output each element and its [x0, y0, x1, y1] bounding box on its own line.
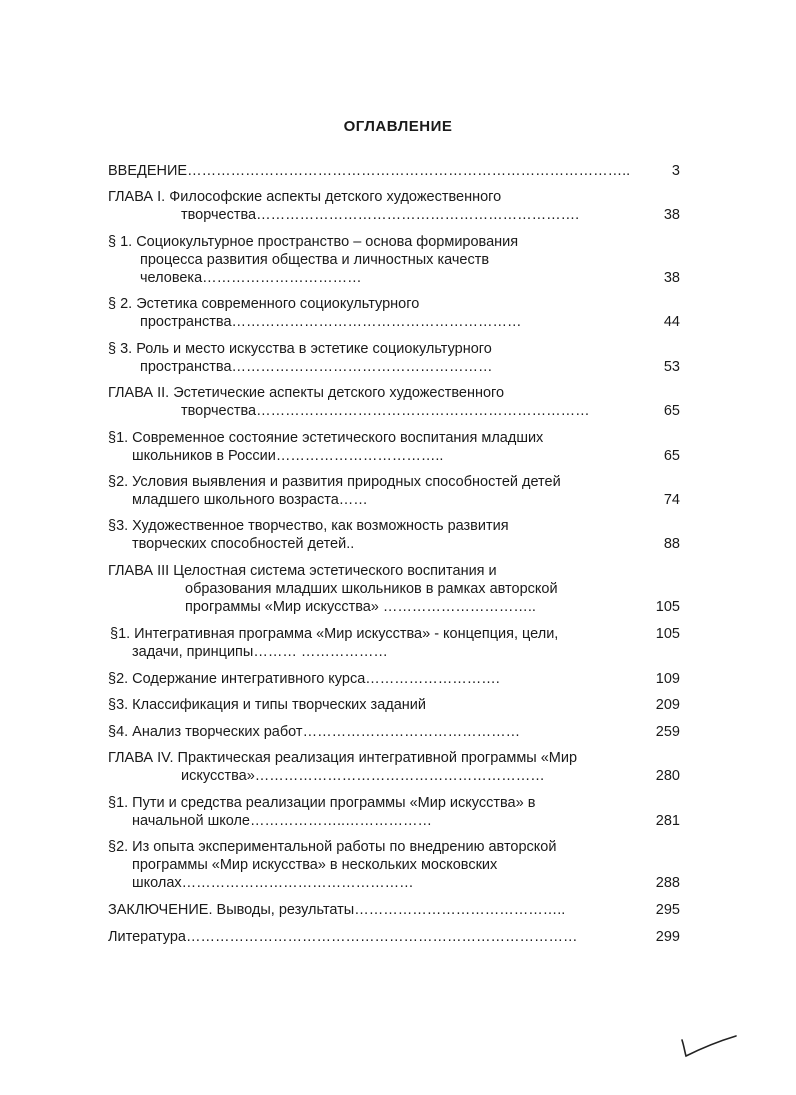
toc-entry [108, 517, 509, 553]
toc-entry-text: искусства»…………………………………………………… [181, 768, 545, 784]
toc-entry-text: Литература……………………………………………………………………… [108, 929, 578, 945]
toc-page-number: 299 [655, 929, 680, 945]
toc-entry-text: начальной школе………………..……………… [132, 813, 433, 829]
toc-entry-text: процесса развития общества и личностных качеств [140, 252, 490, 268]
toc-entry [108, 384, 590, 420]
toc-entry-text: творчества…………………………………………………………. [181, 207, 580, 223]
toc-entry [108, 696, 426, 714]
toc-entry-text: младшего школьного возраста…… [132, 492, 368, 508]
toc-entry-text: ВВЕДЕНИЕ……………………………………………………………………………….. [108, 163, 631, 179]
toc-entry-text: творчества…………………………………………………………… [181, 403, 590, 419]
toc-entry-text: § 1. Социокультурное пространство – основа формирования [108, 234, 519, 250]
toc-entry [108, 928, 578, 946]
toc-page-number: 88 [663, 536, 680, 552]
toc-page-number: 38 [663, 270, 680, 286]
toc-page-number: 259 [655, 724, 680, 740]
toc-entry-text: ГЛАВА II. Эстетические аспекты детского художественного [108, 385, 505, 401]
toc-entry-text: школах………………………………………… [132, 875, 414, 891]
toc-entry-text: §1. Интегративная программа «Мир искусства» - концепция, цели, [110, 626, 559, 642]
toc-page-number: 38 [663, 207, 680, 223]
toc-entry-text: ГЛАВА I. Философские аспекты детского художественного [108, 189, 502, 205]
toc-entry [108, 749, 577, 785]
toc-entry-text: пространства……………………………………………… [140, 359, 493, 375]
page-title: ОГЛАВЛЕНИЕ [343, 118, 453, 135]
toc-entry-text: §3. Классификация и типы творческих заданий [108, 697, 426, 713]
toc-entry [108, 340, 493, 376]
toc-entry [108, 429, 543, 465]
toc-entry [108, 670, 500, 688]
signature-mark [676, 1022, 740, 1062]
toc-entry [108, 188, 579, 224]
toc-entry [108, 162, 630, 180]
toc-page-number: 65 [663, 403, 680, 419]
toc-entry [108, 233, 518, 287]
toc-entry-text: § 3. Роль и место искусства в эстетике социокультурного [108, 341, 492, 357]
toc-page-number: 295 [655, 902, 680, 918]
toc-page-number: 65 [663, 448, 680, 464]
toc-entry-text: §4. Анализ творческих работ……………………………………… [108, 724, 521, 740]
toc-page-number: 44 [663, 314, 680, 330]
toc-page-number: 288 [655, 875, 680, 891]
toc-entry-text: творческих способностей детей.. [132, 536, 355, 552]
toc-entry-text: § 2. Эстетика современного социокультурного [108, 296, 420, 312]
toc-entry-text: §2. Условия выявления и развития природных способностей детей [108, 474, 561, 490]
toc-entry [108, 473, 561, 509]
toc-entry [108, 838, 556, 892]
toc-page-number: 105 [655, 599, 680, 615]
toc-page-number: 74 [663, 492, 680, 508]
toc-entry-text: человека…………………………… [140, 270, 362, 286]
toc-page-number: 280 [655, 768, 680, 784]
toc-entry-text: §2. Содержание интегративного курса………………………. [108, 671, 500, 687]
toc-entry [108, 794, 535, 830]
toc-page-number: 209 [655, 697, 680, 713]
toc-entry-text: программы «Мир искусства» в нескольких московских [132, 857, 498, 873]
toc-entry-text: ЗАКЛЮЧЕНИЕ. Выводы, результаты…………………………………….. [108, 902, 566, 918]
toc-page-number: 281 [655, 813, 680, 829]
toc-entry-text: пространства…………………………………………………… [140, 314, 522, 330]
toc-page-number: 3 [671, 163, 680, 179]
toc-entry-text: ГЛАВА IV. Практическая реализация интегративной программы «Мир [108, 750, 578, 766]
toc-entry-text: образования младших школьников в рамках авторской [185, 581, 558, 597]
toc-entry [110, 625, 558, 661]
toc-entry [108, 562, 558, 616]
toc-page-number: 109 [655, 671, 680, 687]
toc-entry-text: школьников в России…………………………….. [132, 448, 444, 464]
toc-entry [108, 295, 522, 331]
toc-entry [108, 723, 520, 741]
toc-entry-text: §2. Из опыта экспериментальной работы по внедрению авторской [108, 839, 557, 855]
toc-entry-text: §1. Современное состояние эстетического воспитания младших [108, 430, 544, 446]
toc-page-number: 105 [655, 626, 680, 642]
toc-entry-text: задачи, принципы……… ……………… [132, 644, 388, 660]
toc-page-number: 53 [663, 359, 680, 375]
toc-entry [108, 901, 565, 919]
toc-entry-text: программы «Мир искусства» ………………………….. [185, 599, 536, 615]
toc-entry-text: ГЛАВА III Целостная система эстетического воспитания и [108, 563, 497, 579]
toc-entry-text: §3. Художественное творчество, как возможность развития [108, 518, 509, 534]
toc-entry-text: §1. Пути и средства реализации программы «Мир искусства» в [108, 795, 536, 811]
